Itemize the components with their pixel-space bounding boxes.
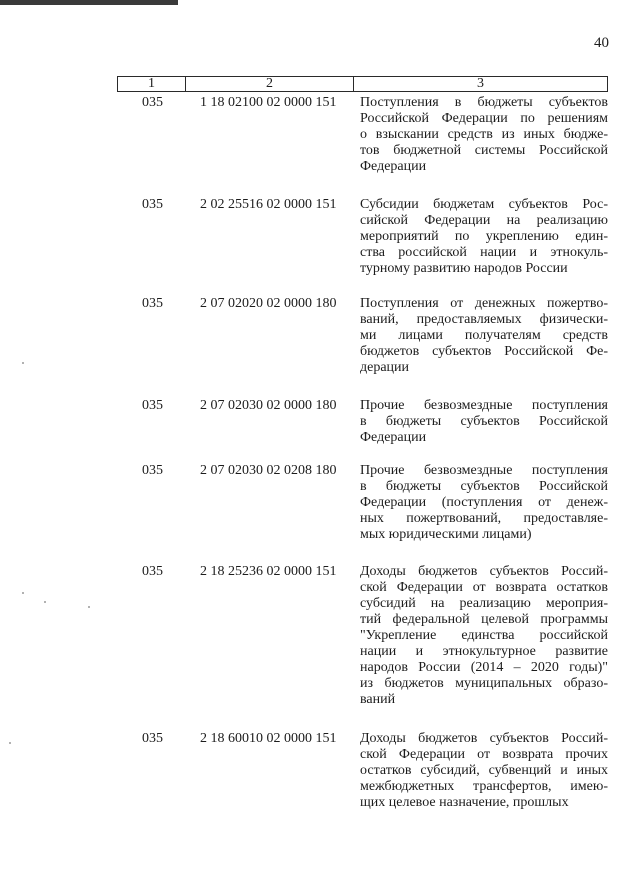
description-line: нации и этнокультурное развитие: [360, 644, 608, 659]
description-line: народов России (2014 – 2020 годы)": [360, 660, 608, 675]
description-line: ской Федерации от возврата прочих: [360, 747, 608, 762]
admin-code: 035: [142, 296, 163, 311]
description-line: ных пожертвований, предоставляе-: [360, 511, 608, 526]
scan-edge-mark: [0, 0, 178, 5]
budget-classification-code: 2 07 02030 02 0000 180: [200, 398, 337, 413]
scan-speck: [22, 592, 24, 594]
revenue-description: [360, 296, 608, 376]
scan-speck: [22, 362, 24, 364]
description-line: о взыскании средств из иных бюдже-: [360, 127, 608, 142]
table-header-row: [117, 76, 608, 92]
description-line: сийской Федерации на реализацию: [360, 213, 608, 228]
description-line: мых юридическими лицами): [360, 527, 532, 542]
description-line: Поступления от денежных пожертво-: [360, 296, 608, 311]
description-line: ской Федерации от возврата остатков: [360, 580, 608, 595]
description-line: мероприятий по укреплению един-: [360, 229, 608, 244]
description-line: субсидий на реализацию мероприя-: [360, 596, 608, 611]
scan-speck: [9, 742, 11, 744]
description-line: из бюджетов муниципальных образо-: [360, 676, 608, 691]
description-line: Субсидии бюджетам субъектов Рос-: [360, 197, 608, 212]
revenue-description: [360, 564, 608, 708]
admin-code: 035: [142, 197, 163, 212]
description-line: ваний, предоставляемых физически-: [360, 312, 608, 327]
description-line: Прочие безвозмездные поступления: [360, 463, 608, 478]
admin-code: 035: [142, 463, 163, 478]
header-cell-3: 3: [477, 76, 484, 91]
description-line: Поступления в бюджеты субъектов: [360, 95, 608, 110]
description-line: Федерации: [360, 430, 427, 445]
description-line: ми лицами получателям средств: [360, 328, 608, 343]
description-line: ства российской нации и этнокуль-: [360, 245, 608, 260]
description-line: Прочие безвозмездные поступления: [360, 398, 608, 413]
page-number: 40: [594, 35, 609, 51]
description-line: щих целевое назначение, прошлых: [360, 795, 569, 810]
description-line: Доходы бюджетов субъектов Россий-: [360, 564, 608, 579]
description-line: в бюджеты субъектов Российской: [360, 414, 608, 429]
description-line: дерации: [360, 360, 410, 375]
scan-speck: [44, 601, 46, 603]
revenue-description: [360, 398, 608, 446]
admin-code: 035: [142, 731, 163, 746]
budget-classification-code: 2 07 02020 02 0000 180: [200, 296, 337, 311]
description-line: в бюджеты субъектов Российской: [360, 479, 608, 494]
description-line: межбюджетных трансфертов, имею-: [360, 779, 608, 794]
budget-classification-code: 2 18 25236 02 0000 151: [200, 564, 337, 579]
description-line: Российской Федерации по решениям: [360, 111, 608, 126]
scan-speck: [88, 606, 90, 608]
description-line: турному развитию народов России: [360, 261, 568, 276]
revenue-description: [360, 463, 608, 543]
description-line: тий федеральной целевой программы: [360, 612, 608, 627]
description-line: тов бюджетной системы Российской: [360, 143, 608, 158]
revenue-description: [360, 95, 608, 175]
budget-classification-code: 2 02 25516 02 0000 151: [200, 197, 337, 212]
description-line: Федерации (поступления от денеж-: [360, 495, 608, 510]
description-line: Федерации: [360, 159, 427, 174]
description-line: "Укрепление единства российской: [360, 628, 608, 643]
admin-code: 035: [142, 564, 163, 579]
description-line: ваний: [360, 692, 396, 707]
description-line: остатков субсидий, субвенций и иных: [360, 763, 608, 778]
budget-classification-code: 2 18 60010 02 0000 151: [200, 731, 337, 746]
description-line: Доходы бюджетов субъектов Россий-: [360, 731, 608, 746]
admin-code: 035: [142, 95, 163, 110]
revenue-description: [360, 731, 608, 811]
header-cell-2: 2: [186, 77, 354, 91]
admin-code: 035: [142, 398, 163, 413]
header-cell-1: 1: [118, 77, 186, 91]
revenue-description: [360, 197, 608, 277]
description-line: бюджетов субъектов Российской Фе-: [360, 344, 608, 359]
budget-classification-code: 2 07 02030 02 0208 180: [200, 463, 337, 478]
budget-classification-code: 1 18 02100 02 0000 151: [200, 95, 337, 110]
